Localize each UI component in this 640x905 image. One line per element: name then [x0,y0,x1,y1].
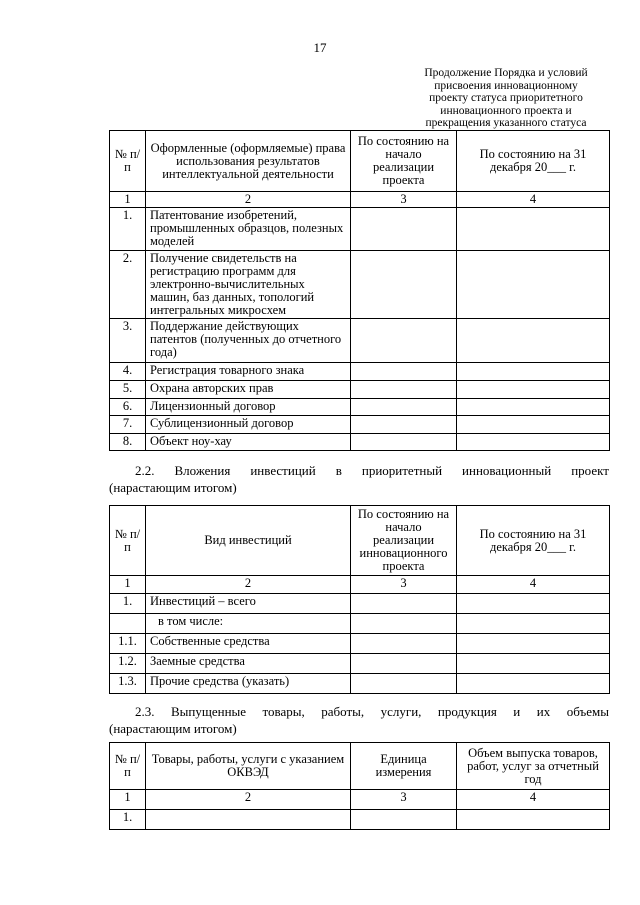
empty-cell [457,594,610,614]
page-number: 17 [313,40,327,55]
empty-cell [351,434,457,451]
continuation-header [400,67,612,130]
row-number: 3. [110,319,146,363]
col-number: 1 [110,576,146,594]
heading-word: 2.3. [135,704,155,719]
heading-word: 2.2. [135,463,155,478]
heading-word: их [536,704,551,719]
col-number: 2 [146,576,351,594]
table-header-row [110,131,610,192]
section-2-3-heading [109,703,609,737]
header-rights: Оформленные (оформляемые) права использования результатов интеллектуальной деятельности [146,131,351,192]
heading-word: объемы [566,704,609,719]
table-row [110,614,610,634]
header-investment-type: Вид инвестиций [146,506,351,576]
heading-word: и [513,704,521,719]
table-row [110,594,610,614]
table-row [110,208,610,251]
header-start: По состоянию на начало реализации инновационного проекта [351,506,457,576]
heading-line-2: (нарастающим итогом) [109,721,237,736]
heading-line [109,462,609,479]
row-number: 2. [110,251,146,319]
row-text: Регистрация товарного знака [146,363,351,381]
heading-word: работы, [321,704,365,719]
table-row [110,654,610,674]
investments-table [109,505,610,694]
row-text: Охрана авторских прав [146,381,351,399]
empty-cell [351,416,457,434]
empty-cell [457,674,610,694]
table-row [110,810,610,830]
header-num: № п/п [110,743,146,790]
empty-cell [457,416,610,434]
row-number: 1.2. [110,654,146,674]
empty-cell [457,208,610,251]
table-row [110,634,610,654]
header-line: присвоения инновационному [434,79,578,92]
empty-cell [457,634,610,654]
row-number: 7. [110,416,146,434]
header-start: По состоянию на начало реализации проекта [351,131,457,192]
empty-cell [457,810,610,830]
row-text: Собственные средства [146,634,351,654]
ip-rights-table [109,130,610,451]
heading-word: приоритетный [361,463,443,478]
empty-cell [457,434,610,451]
table-row [110,363,610,381]
col-number: 4 [457,192,610,208]
empty-cell [457,319,610,363]
row-number [110,614,146,634]
row-number: 5. [110,381,146,399]
heading-word: услуги, [380,704,422,719]
header-volume: Объем выпуска товаров, работ, услуг за отчетный год [457,743,610,790]
col-number: 3 [351,790,457,810]
heading-line [109,703,609,720]
empty-cell [351,810,457,830]
empty-cell [351,363,457,381]
header-line: прекращения указанного статуса [425,117,587,129]
row-number: 1. [110,810,146,830]
row-number: 6. [110,399,146,416]
table-row [110,416,610,434]
col-number: 1 [110,790,146,810]
empty-cell [351,399,457,416]
empty-cell [351,614,457,634]
table-row [110,434,610,451]
row-text: Прочие средства (указать) [146,674,351,694]
empty-cell [457,251,610,319]
empty-cell [351,634,457,654]
empty-cell [351,654,457,674]
table-row [110,674,610,694]
row-number: 4. [110,363,146,381]
row-text [146,810,351,830]
heading-word: инвестиций [250,463,316,478]
heading-word: в [335,463,342,478]
row-text: Заемные средства [146,654,351,674]
header-unit: Единица измерения [351,743,457,790]
header-line: проекту статуса приоритетного [429,92,583,104]
header-goods: Товары, работы, услуги с указанием ОКВЭД [146,743,351,790]
row-text: Патентование изобретений, промышленных образцов, полезных моделей [146,208,351,251]
row-text: в том числе: [146,614,351,634]
table-row [110,399,610,416]
table-row [110,319,610,363]
table-row [110,381,610,399]
empty-cell [351,251,457,319]
output-table [109,742,610,830]
heading-word: Вложения [174,463,231,478]
row-text: Лицензионный договор [146,399,351,416]
col-number: 4 [457,576,610,594]
section-2-2-heading [109,462,609,496]
row-number: 1. [110,208,146,251]
col-number: 3 [351,576,457,594]
header-line: Продолжение Порядка и условий [424,67,588,79]
row-number: 1.3. [110,674,146,694]
header-num: № п/п [110,131,146,192]
empty-cell [351,319,457,363]
col-number: 3 [351,192,457,208]
header-num: № п/п [110,506,146,576]
column-number-row [110,576,610,594]
row-text: Сублицензионный договор [146,416,351,434]
empty-cell [457,654,610,674]
header-end: По состоянию на 31 декабря 20___ г. [457,506,610,576]
row-text: Инвестиций – всего [146,594,351,614]
header-end: По состоянию на 31 декабря 20___ г. [457,131,610,192]
empty-cell [351,208,457,251]
table-header-row [110,743,610,790]
heading-word: продукция [437,704,497,719]
heading-word: Выпущенные [170,704,247,719]
heading-word: инновационный [462,463,552,478]
row-text: Поддержание действующих патентов (полученных до отчетного года) [146,319,351,363]
table-row [110,251,610,319]
col-number: 1 [110,192,146,208]
empty-cell [457,399,610,416]
col-number: 2 [146,192,351,208]
row-number: 1. [110,594,146,614]
heading-line-2: (нарастающим итогом) [109,480,237,495]
table-header-row [110,506,610,576]
row-text: Получение свидетельств на регистрацию программ для электронно-вычислительных машин, баз данных, топологий интегральных микросхем [146,251,351,319]
row-text: Объект ноу-хау [146,434,351,451]
empty-cell [457,614,610,634]
empty-cell [351,594,457,614]
empty-cell [351,674,457,694]
column-number-row [110,192,610,208]
col-number: 2 [146,790,351,810]
row-number: 1.1. [110,634,146,654]
row-number: 8. [110,434,146,451]
empty-cell [457,381,610,399]
column-number-row [110,790,610,810]
header-line: инновационного проекта и [440,104,572,117]
empty-cell [457,363,610,381]
heading-word: проект [571,463,609,478]
heading-word: товары, [262,704,305,719]
col-number: 4 [457,790,610,810]
empty-cell [351,381,457,399]
